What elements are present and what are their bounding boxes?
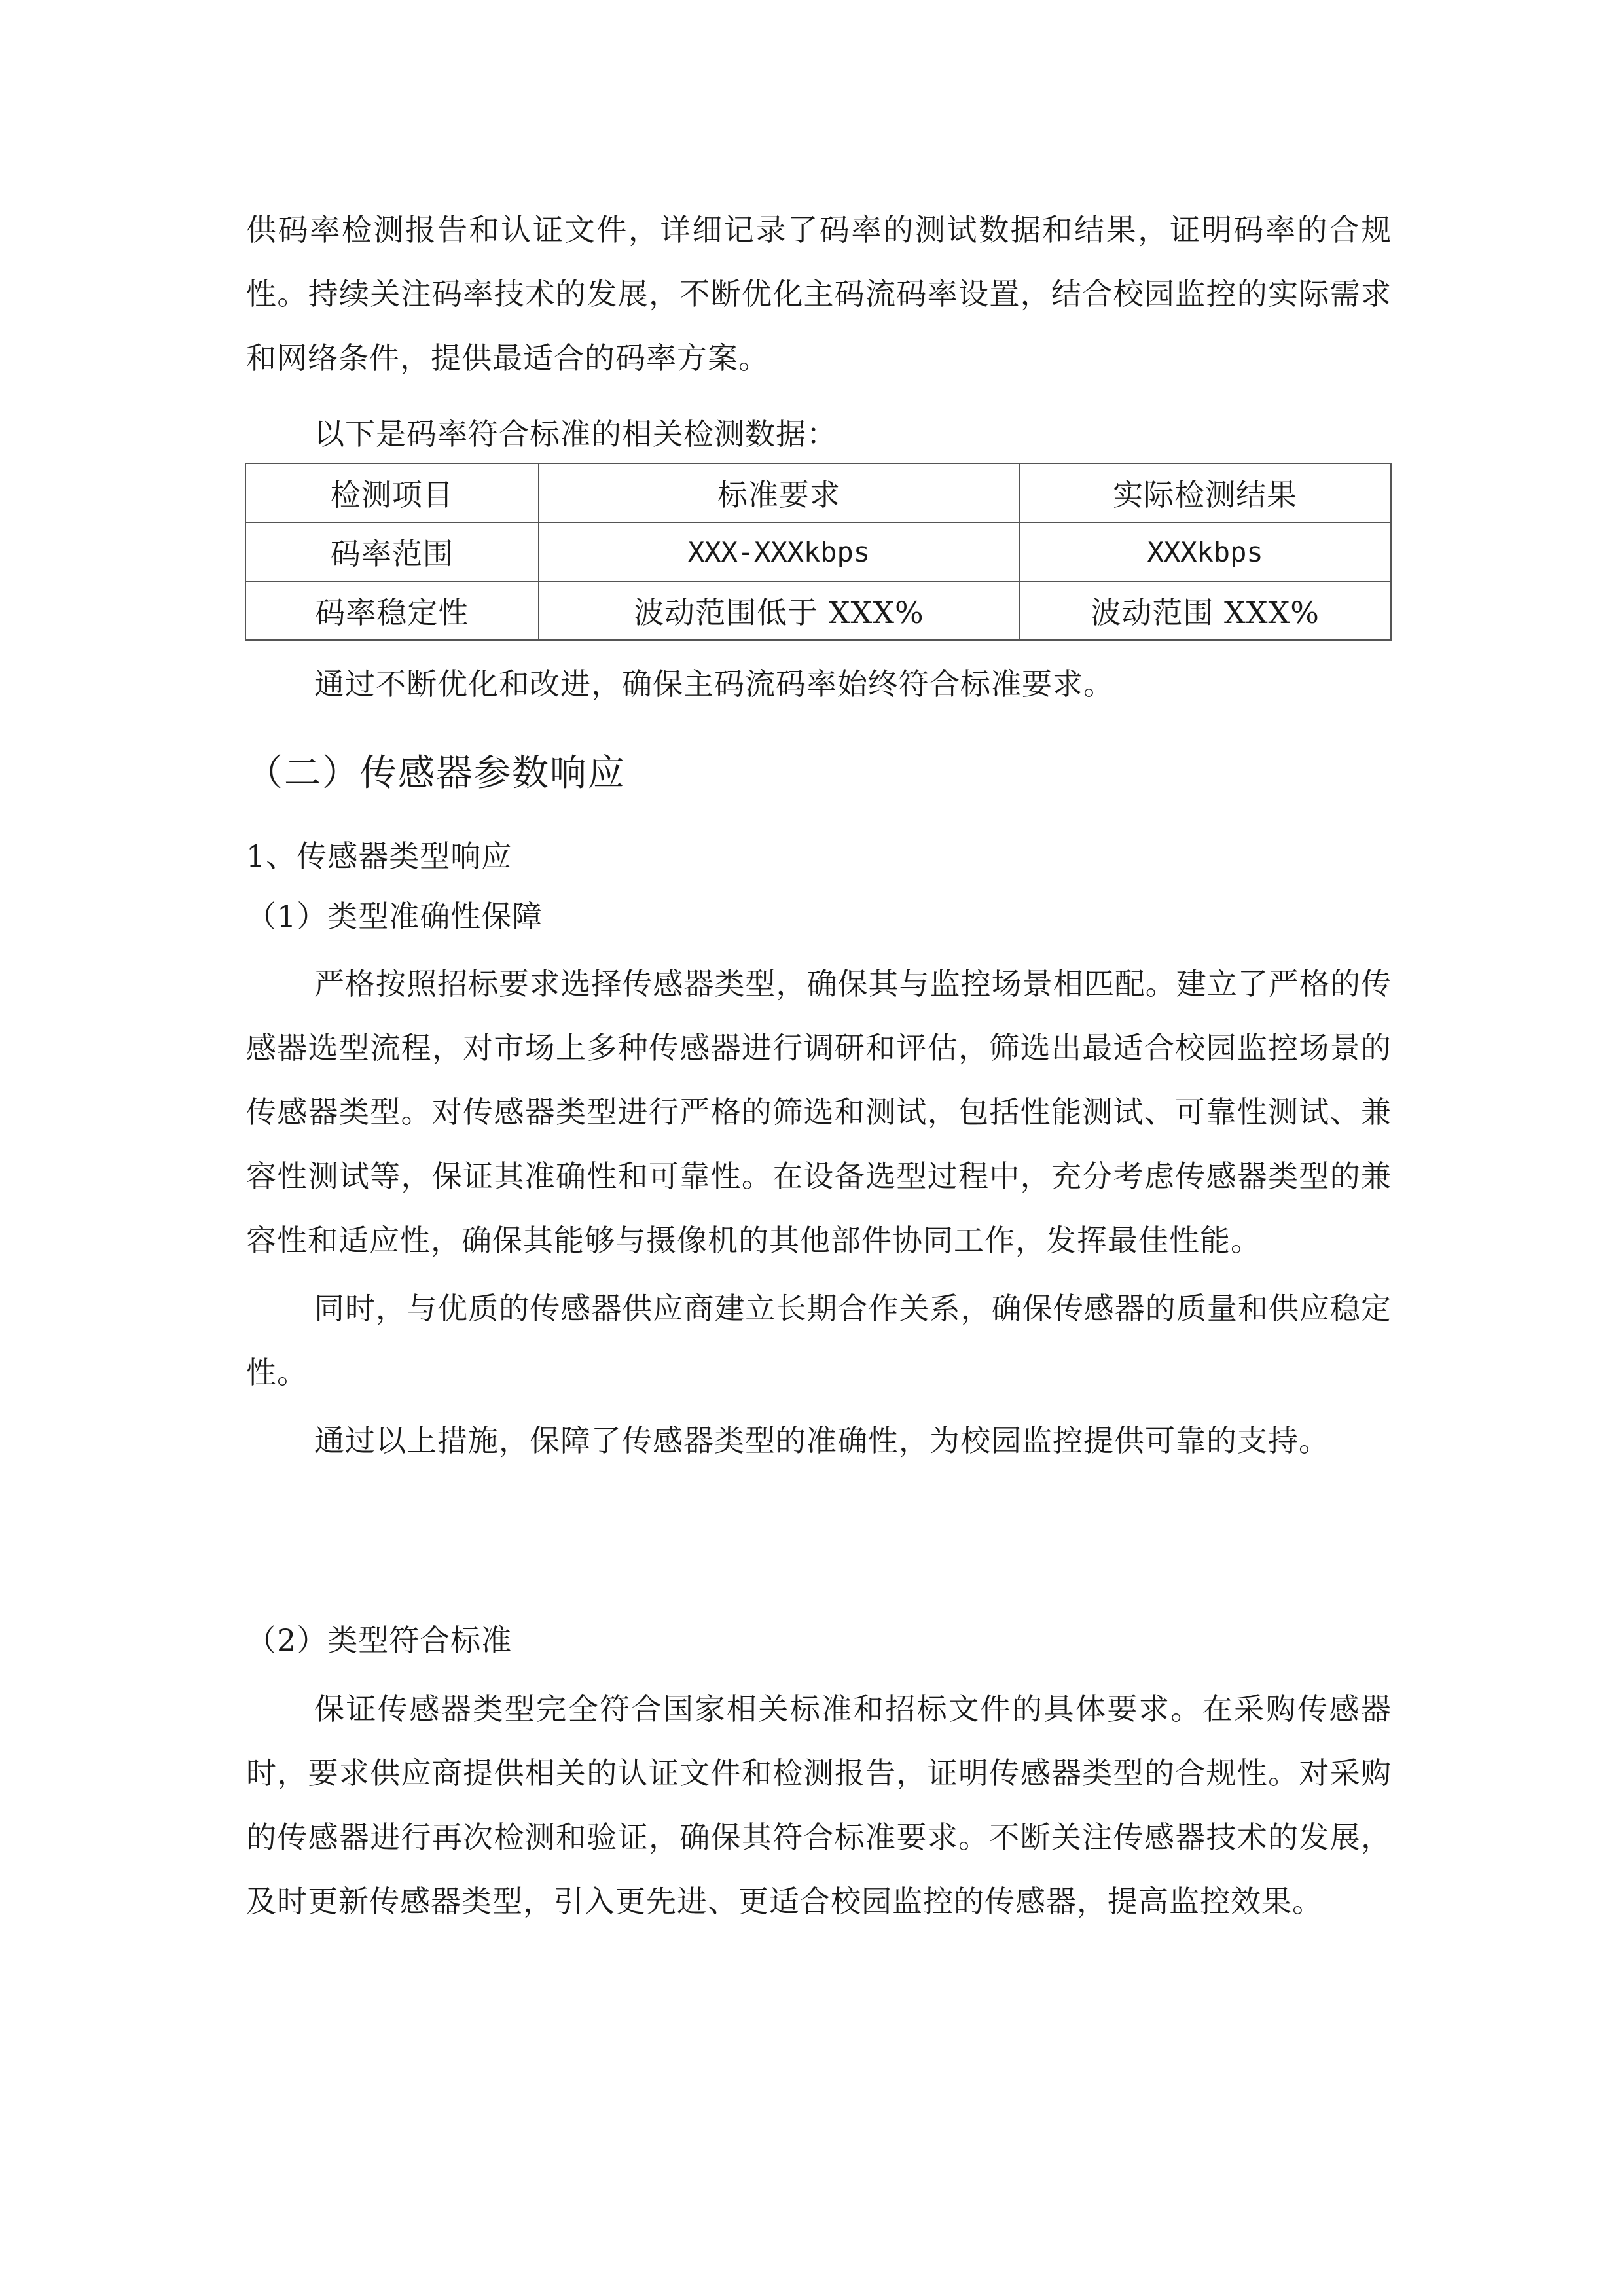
table-header-cell: 标准要求 — [539, 463, 1020, 522]
table-row — [245, 581, 1391, 640]
table-intro: 以下是码率符合标准的相关检测数据： — [314, 416, 837, 452]
intro-paragraph-block — [246, 198, 1392, 390]
table-header-row — [245, 463, 1391, 522]
intro-paragraph: 供码率检测报告和认证文件，详细记录了码率的测试数据和结果，证明码率的合规性。持续关注码率技术的发展，不断优化主码流码率设置，结合校园监控的实际需求和网络条件，提供最适合的码率方案。 — [246, 212, 1392, 376]
table-header-cell: 实际检测结果 — [1019, 463, 1391, 522]
table-cell: 波动范围 XXX% — [1019, 581, 1391, 640]
item1-block — [246, 952, 1392, 1473]
item2-block — [246, 1677, 1392, 1933]
table-cell: XXXkbps — [1019, 522, 1391, 581]
subsection-heading: 1、传感器类型响应 — [246, 838, 513, 874]
table-cell: 波动范围低于 XXX% — [539, 581, 1020, 640]
item1-heading: （1）类型准确性保障 — [246, 899, 543, 934]
table-row — [245, 522, 1391, 581]
item1-paragraph: 通过以上措施，保障了传感器类型的准确性，为校园监控提供可靠的支持。 — [314, 1423, 1329, 1458]
section-heading: （二）传感器参数响应 — [246, 752, 626, 795]
item1-paragraph: 同时，与优质的传感器供应商建立长期合作关系，确保传感器的质量和供应稳定性。 — [246, 1291, 1392, 1390]
table-cell: XXX-XXXkbps — [539, 522, 1020, 581]
test-data-table — [245, 463, 1392, 641]
item2-paragraph: 保证传感器类型完全符合国家相关标准和招标文件的具体要求。在采购传感器时，要求供应商提供相关的认证文件和检测报告，证明传感器类型的合规性。对采购的传感器进行再次检测和验证，确保其符合标准要求。不断关注传感器技术的发展，及时更新传感器类型，引入更先进、更适合校园监控的传感器，提高监控效果。 — [246, 1691, 1392, 1919]
table-cell: 码率稳定性 — [245, 581, 539, 640]
table-intro-block — [246, 402, 1392, 466]
table-cell: 码率范围 — [245, 522, 539, 581]
table-header-cell: 检测项目 — [245, 463, 539, 522]
after-table-block — [246, 652, 1392, 716]
item1-paragraph: 严格按照招标要求选择传感器类型，确保其与监控场景相匹配。建立了严格的传感器选型流程，对市场上多种传感器进行调研和评估，筛选出最适合校园监控场景的传感器类型。对传感器类型进行严格的筛选和测试，包括性能测试、可靠性测试、兼容性测试等，保证其准确性和可靠性。在设备选型过程中，充分考虑传感器类型的兼容性和适应性，确保其能够与摄像机的其他部件协同工作，发挥最佳性能。 — [246, 966, 1392, 1258]
after-table-paragraph: 通过不断优化和改进，确保主码流码率始终符合标准要求。 — [314, 666, 1114, 702]
item2-heading: （2）类型符合标准 — [246, 1623, 513, 1658]
